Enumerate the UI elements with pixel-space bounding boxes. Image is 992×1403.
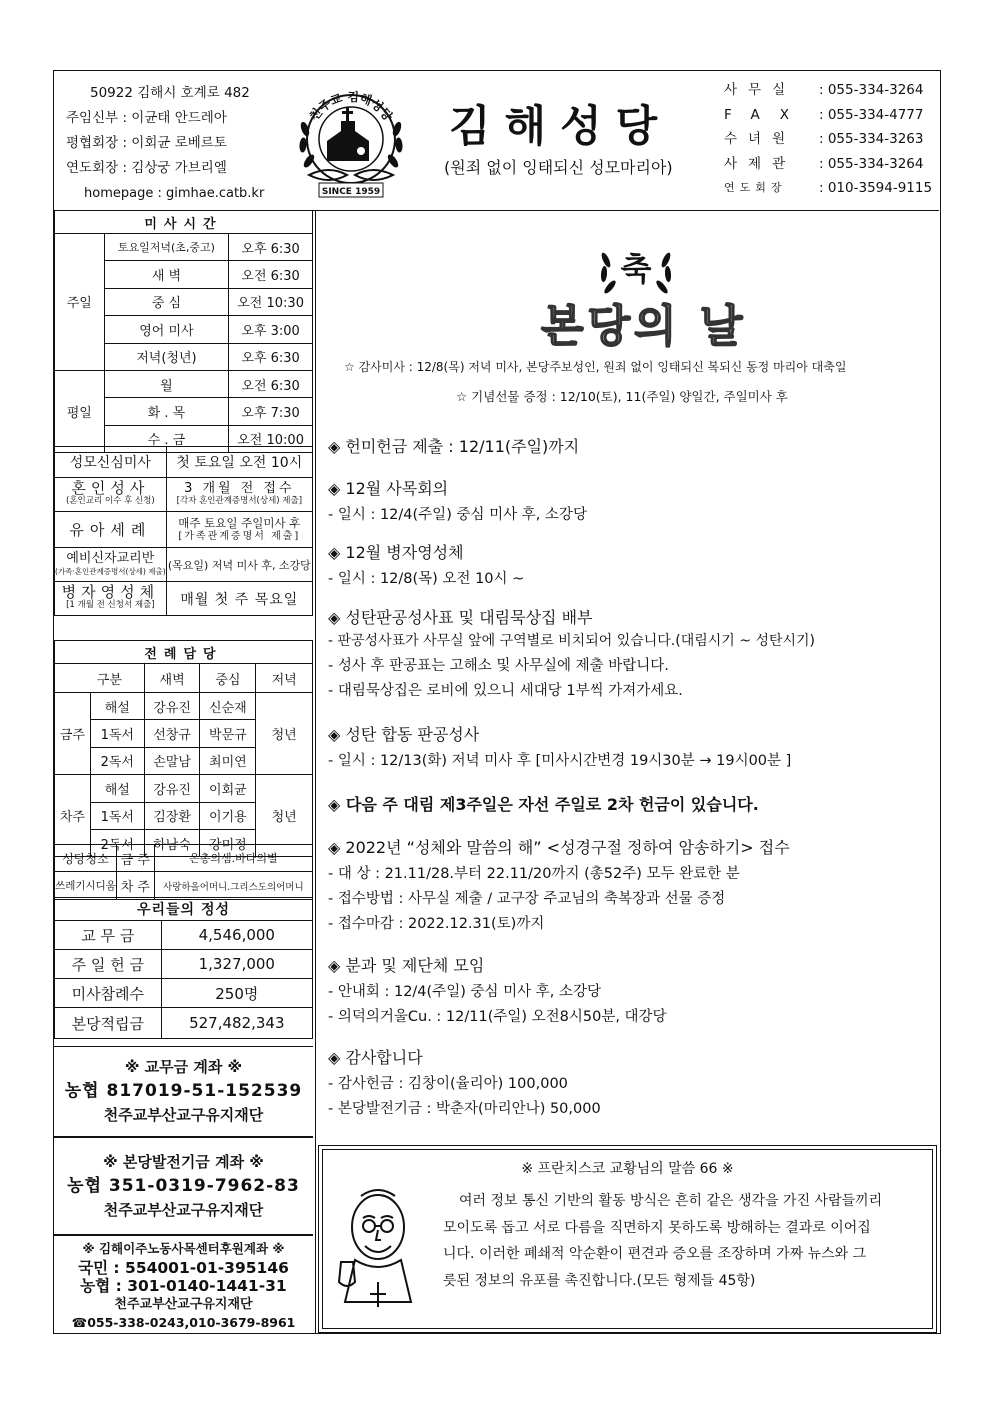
cleaning-label: 성당청소 bbox=[55, 845, 117, 872]
pope-quote-line: 릇된 정보의 유포를 촉진합니다.(모든 형제들 45항) bbox=[443, 1272, 756, 1289]
liturgy-col: 중심 bbox=[200, 664, 256, 693]
pope-quote-text bbox=[443, 1188, 882, 1294]
notice-heading: ◈ 다음 주 대림 제3주일은 자선 주일로 2차 헌금이 있습니다. bbox=[328, 795, 759, 814]
infant-baptism-value: 매주 토요일 주일미사 후 bbox=[178, 515, 301, 530]
contact-row: FAX : 055-334-4777 bbox=[724, 106, 924, 123]
development-account bbox=[54, 1136, 313, 1229]
this-week-label: 금주 bbox=[55, 693, 91, 775]
pastor-line: 주임신부 : 이균태 안드레아 bbox=[66, 110, 227, 126]
notice-item bbox=[328, 835, 790, 933]
liturgy-person: 강유진 bbox=[144, 693, 200, 720]
feast-banner bbox=[316, 210, 939, 420]
account-title: ※ 교무금 계좌 ※ bbox=[124, 1058, 243, 1076]
mass-time: 오후 3:00 bbox=[229, 316, 313, 343]
next-week-label: 차주 bbox=[55, 775, 91, 857]
mass-name: 새 벽 bbox=[104, 261, 229, 288]
account-title: ※ 본당발전기금 계좌 ※ bbox=[103, 1153, 264, 1171]
notice-item bbox=[328, 722, 791, 770]
sick-communion-name: 병자영성체 bbox=[61, 582, 160, 601]
mass-name: 영어 미사 bbox=[104, 316, 229, 343]
main-content bbox=[316, 210, 940, 1333]
liturgy-person: 손말남 bbox=[144, 747, 200, 774]
account-holder: 천주교부산교구유지재단 bbox=[103, 1106, 264, 1124]
notice-heading: ◈ 성탄 합동 판공성사 bbox=[328, 725, 480, 744]
mass-time: 오전 10:30 bbox=[229, 288, 313, 315]
left-sidebar bbox=[54, 210, 316, 1333]
notice-line: - 대 상 : 21.11/28.부터 22.11/20까지 (총52주) 모두 완료한 분 bbox=[328, 866, 740, 882]
liturgy-role: 해설 bbox=[90, 693, 144, 720]
notice-heading: ◈ 12월 사목회의 bbox=[328, 479, 449, 498]
notice-heading: ◈ 헌미헌금 제출 : 12/11(주일)까지 bbox=[328, 437, 580, 456]
offering-name: 주 일 헌 금 bbox=[55, 950, 162, 979]
mass-time: 오전 6:30 bbox=[229, 261, 313, 288]
infant-baptism-note: [가족관계증명서 제출] bbox=[178, 530, 301, 542]
cleaning-group: 은총의샘.바다의별 bbox=[154, 845, 312, 872]
liturgy-role: 해설 bbox=[90, 775, 144, 802]
mass-time: 오후 7:30 bbox=[229, 398, 313, 425]
notice-heading: ◈ 분과 및 제단체 모임 bbox=[328, 956, 485, 975]
labor-center-holder: 천주교부산교구유지재단 bbox=[114, 1296, 253, 1312]
offerings-table bbox=[54, 897, 313, 1039]
council-line: 평협회장 : 이회균 로베르토 bbox=[66, 135, 227, 151]
logo-since: SINCE 1959 bbox=[321, 187, 381, 197]
sacraments-table bbox=[54, 446, 313, 616]
mass-times-heading: 미사시간 bbox=[55, 211, 313, 234]
weekday-label: 평일 bbox=[55, 370, 105, 452]
mass-name: 수 . 금 bbox=[104, 425, 229, 452]
liturgy-person: 선창규 bbox=[144, 720, 200, 747]
mass-name: 저녁(청년) bbox=[104, 343, 229, 370]
notice-line: - 접수마감 : 2022.12.31(토)까지 bbox=[328, 916, 545, 932]
notice-heading: ◈ 감사합니다 bbox=[328, 1048, 423, 1067]
offering-value: 1,327,000 bbox=[161, 950, 312, 979]
offering-value: 527,482,343 bbox=[161, 1008, 312, 1039]
parish-subtitle: (원죄 없이 잉태되신 성모마리아) bbox=[444, 158, 673, 177]
notice-item bbox=[328, 605, 815, 700]
liturgy-col: 구분 bbox=[55, 664, 145, 693]
notice-line: - 일시 : 12/8(목) 오전 10시 ~ bbox=[328, 571, 525, 587]
labor-center-account-1: 국민 : 554001-01-395146 bbox=[78, 1258, 289, 1277]
liturgy-person: 이회균 bbox=[200, 775, 256, 802]
notice-item bbox=[328, 476, 587, 524]
notice-line: - 본당발전기금 : 박춘자(마리안나) 50,000 bbox=[328, 1101, 601, 1117]
offerings-heading: 우리들의 정성 bbox=[55, 898, 313, 921]
cleaning-week: 차 주 bbox=[116, 872, 154, 899]
cleaning-label: 쓰레기시디움 bbox=[55, 872, 117, 899]
marriage-note: (혼인교리 이수 후 신청) bbox=[66, 495, 155, 506]
liturgy-person: 강유진 bbox=[144, 775, 200, 802]
marriage-value-note: [각자 혼인관계증명서(상세) 제출] bbox=[176, 495, 303, 506]
parish-info bbox=[66, 81, 296, 206]
notice-heading: ◈ 성탄판공성사표 및 대림묵상집 배부 bbox=[328, 608, 593, 627]
notice-line: - 성사 후 판공표는 고해소 및 사무실에 제출 바랍니다. bbox=[328, 658, 669, 674]
pope-quote-box bbox=[318, 1145, 937, 1333]
liturgy-role: 1독서 bbox=[90, 802, 144, 829]
mass-name: 토요일저녁(초,중고) bbox=[104, 234, 229, 261]
pope-quote-line: 니다. 이러한 폐쇄적 악순환이 편견과 증오를 조장하며 가짜 뉴스와 그 bbox=[443, 1246, 867, 1262]
liturgy-person: 박문규 bbox=[200, 720, 256, 747]
notice-line: - 안내회 : 12/4(주일) 중심 미사 후, 소강당 bbox=[328, 984, 601, 1000]
catechumen-value: (목요일) 저녁 미사 후, 소강당 bbox=[166, 548, 312, 582]
sick-communion-value: 매월 첫 주 목요일 bbox=[166, 582, 312, 616]
feast-line-1: ☆ 감사미사 : 12/8(목) 저녁 미사, 본당주보성인, 원죄 없이 잉태되신 복되신 동정 마리아 대축일 bbox=[344, 360, 847, 374]
parish-logo bbox=[289, 79, 414, 204]
catechumen-note: (가족·혼인관계증명서(상세) 제출) bbox=[55, 566, 166, 576]
mission-account bbox=[54, 1046, 313, 1131]
mass-name: 월 bbox=[104, 370, 229, 397]
notice-line: - 일시 : 12/4(주일) 중심 미사 후, 소강당 bbox=[328, 507, 587, 523]
mass-name: 화 . 목 bbox=[104, 398, 229, 425]
mass-times-table bbox=[54, 210, 313, 453]
parish-address: 50922 김해시 호계로 482 bbox=[90, 85, 250, 101]
labor-center-phone: ☎055-338-0243,010-3679-8961 bbox=[71, 1315, 296, 1330]
catechumen-name: 예비신자교리반 bbox=[66, 550, 155, 566]
cleaning-week: 금 주 bbox=[116, 845, 154, 872]
pope-quote-line: 모이도록 돕고 서로 다름을 직면하지 못하도록 방해하는 결과로 이어집 bbox=[443, 1219, 871, 1236]
contact-row: 수녀원 : 055-334-3263 bbox=[724, 131, 924, 147]
feast-badge: 축 bbox=[620, 250, 652, 288]
notice-item bbox=[328, 540, 524, 588]
liturgy-role: 2독서 bbox=[90, 829, 144, 856]
contact-row: 연도회장 : 010-3594-9115 bbox=[724, 180, 933, 196]
bulletin-header bbox=[54, 71, 939, 211]
account-number: 농협 351-0319-7962-83 bbox=[67, 1176, 300, 1196]
sick-communion-note: [1 개월 전 신청서 제출] bbox=[66, 599, 155, 610]
feast-line-2: ☆ 기념선물 증정 : 12/10(토), 11(주일) 양일간, 주일미사 후 bbox=[456, 389, 788, 404]
mass-name: 중 심 bbox=[104, 288, 229, 315]
this-week-evening: 청년 bbox=[256, 693, 313, 775]
notice-item bbox=[328, 1045, 601, 1118]
contact-row: 사무실 : 055-334-3264 bbox=[724, 82, 924, 98]
liturgy-person: 이기용 bbox=[200, 802, 256, 829]
marriage-value: 3 개월 전 접수 bbox=[184, 480, 295, 496]
logo-arc-text: 천주교 김해성당 bbox=[306, 89, 396, 124]
liturgy-person: 신순재 bbox=[200, 693, 256, 720]
notice-line: - 일시 : 12/13(화) 저녁 미사 후 [미사시간변경 19시30분 → 19시00분 ] bbox=[328, 753, 792, 769]
mass-time: 오후 6:30 bbox=[229, 343, 313, 370]
notice-item bbox=[328, 953, 667, 1026]
devotion-mass-name: 성모신심미사 bbox=[55, 447, 167, 478]
pope-quote-title: ※ 프란치스코 교황님의 말씀 66 ※ bbox=[521, 1161, 734, 1177]
mass-time: 오후 6:30 bbox=[229, 234, 313, 261]
notice-line: - 의덕의거울Cu. : 12/11(주일) 오전8시50분, 대강당 bbox=[328, 1009, 667, 1025]
account-holder: 천주교부산교구유지재단 bbox=[103, 1201, 264, 1219]
liturgy-heading: 전례담당 bbox=[55, 641, 313, 664]
bulletin-page bbox=[53, 70, 941, 1334]
mass-time: 오전 6:30 bbox=[229, 370, 313, 397]
labor-center-account-2: 농협 : 301-0140-1441-31 bbox=[80, 1277, 287, 1295]
liturgy-person: 최미연 bbox=[200, 747, 256, 774]
offering-name: 교 무 금 bbox=[55, 921, 162, 950]
infant-baptism-name: 유아세례 bbox=[55, 512, 167, 548]
notice-item bbox=[328, 434, 579, 457]
pope-portrait-icon bbox=[333, 1182, 423, 1322]
liturgy-table bbox=[54, 640, 313, 857]
notice-line: - 접수방법 : 사무실 제출 / 교구장 주교님의 축복장과 선물 증정 bbox=[328, 891, 726, 907]
pope-quote-line: 여러 정보 통신 기반의 활동 방식은 흔히 같은 생각을 가진 사람들끼리 bbox=[459, 1193, 883, 1209]
sunday-label: 주일 bbox=[55, 234, 105, 371]
account-number: 농협 817019-51-152539 bbox=[64, 1081, 303, 1101]
offering-name: 본당적립금 bbox=[55, 1008, 162, 1039]
labor-center-account bbox=[54, 1234, 313, 1334]
devotion-mass-value: 첫 토요일 오전 10시 bbox=[166, 447, 312, 478]
young-adult-line: 연도회장 : 김상궁 가브리엘 bbox=[66, 160, 227, 176]
notice-heading: ◈ 2022년 “성체와 말씀의 해” <성경구절 정하여 암송하기> 접수 bbox=[328, 838, 790, 857]
liturgy-person: 강미정 bbox=[200, 829, 256, 856]
liturgy-col: 저녁 bbox=[256, 664, 313, 693]
parish-title: 김해성당 bbox=[449, 102, 672, 152]
contact-list bbox=[724, 78, 932, 201]
liturgy-role: 1독서 bbox=[90, 720, 144, 747]
liturgy-person: 김장환 bbox=[144, 802, 200, 829]
labor-center-title: ※ 김해이주노동사목센터후원계좌 ※ bbox=[82, 1241, 285, 1256]
cleaning-group: 사랑하올어머니.그리스도의어머니 bbox=[154, 872, 312, 899]
marriage-name: 혼인성사 bbox=[71, 478, 150, 497]
contact-row: 사제관 : 055-334-3264 bbox=[724, 155, 924, 172]
notice-heading: ◈ 12월 병자영성체 bbox=[328, 543, 464, 562]
feast-title: 본당의 날 bbox=[541, 301, 747, 352]
offering-value: 4,546,000 bbox=[161, 921, 312, 950]
offering-name: 미사참례수 bbox=[55, 979, 162, 1008]
notice-item bbox=[328, 792, 759, 815]
notice-line: - 판공성사표가 사무실 앞에 구역별로 비치되어 있습니다.(대림시기 ~ 성탄시기) bbox=[328, 633, 815, 649]
liturgy-col: 새벽 bbox=[144, 664, 200, 693]
cleaning-table bbox=[54, 844, 313, 900]
offering-value: 250명 bbox=[161, 979, 312, 1008]
homepage-link[interactable]: homepage : gimhae.catb.kr bbox=[84, 186, 265, 201]
liturgy-role: 2독서 bbox=[90, 747, 144, 774]
notice-line: - 감사헌금 : 김창이(율리아) 100,000 bbox=[328, 1076, 568, 1092]
mass-time: 오전 10:00 bbox=[229, 425, 313, 452]
next-week-evening: 청년 bbox=[256, 775, 313, 857]
svg-text:천주교 김해성당 bbox=[306, 89, 396, 124]
notice-line: - 대림묵상집은 로비에 있으니 세대당 1부씩 가져가세요. bbox=[328, 683, 683, 699]
liturgy-person: 하남숙 bbox=[144, 829, 200, 856]
